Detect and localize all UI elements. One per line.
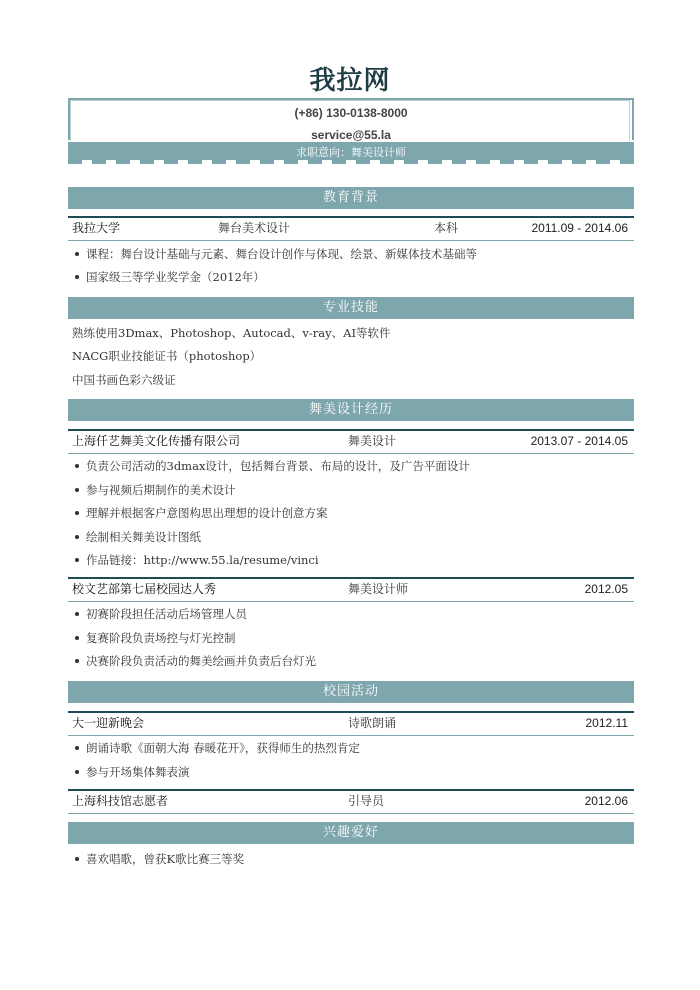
activity-role: 引导员 [348, 794, 385, 808]
section-title-campus: 校园活动 [68, 681, 634, 703]
list-item: 朗诵诗歌《面朝大海 春暖花开》，获得师生的热烈肯定 [86, 741, 360, 755]
school-name: 我拉大学 [72, 221, 121, 235]
email-address: service@55.la [311, 128, 391, 142]
list-item: 喜欢唱歌，曾获K歌比赛三等奖 [86, 852, 245, 866]
job-role: 舞美设计 [348, 434, 397, 448]
section-title-skills: 专业技能 [68, 297, 634, 319]
list-item: 绘制相关舞美设计图纸 [86, 530, 201, 544]
activity-date: 2012.06 [584, 794, 628, 808]
candidate-name: 我拉网 [309, 66, 391, 96]
section-title-hobbies: 兴趣爱好 [68, 822, 634, 844]
company-name: 校文艺部第七届校园达人秀 [72, 582, 217, 596]
list-item: 理解并根据客户意图构思出理想的设计创意方案 [86, 506, 328, 520]
company-name: 上海仟艺舞美文化传播有限公司 [72, 434, 241, 448]
list-item: 参与开场集体舞表演 [86, 765, 190, 779]
major: 舞台美术设计 [218, 221, 291, 235]
contact-block [68, 98, 634, 166]
job-objective: 求职意向：舞美设计师 [296, 146, 406, 159]
activity-name: 大一迎新晚会 [72, 716, 145, 730]
campus-entry [68, 711, 634, 736]
activity-date: 2012.11 [585, 716, 628, 730]
experience-date: 2012.05 [584, 582, 628, 596]
list-item: 参与视频后期制作的美术设计 [86, 483, 236, 497]
list-item: 初赛阶段担任活动后场管理人员 [86, 607, 247, 621]
list-item: 课程：舞台设计基础与元素、舞台设计创作与体现、绘景、新媒体技术基础等 [86, 247, 477, 261]
activity-name: 上海科技馆志愿者 [72, 794, 169, 808]
skill-item: 中国书画色彩六级证 [72, 373, 176, 387]
skill-item: 熟练使用3Dmax、Photoshop、Autocad、v-ray、AI等软件 [72, 326, 391, 340]
dashed-divider [68, 160, 634, 164]
activity-role: 诗歌朗诵 [348, 716, 397, 730]
phone-number: (+86) 130-0138-8000 [294, 106, 408, 120]
section-title-experience: 舞美设计经历 [68, 399, 634, 421]
job-role: 舞美设计师 [348, 582, 409, 596]
degree: 本科 [434, 221, 459, 235]
list-item: 复赛阶段负责场控与灯光控制 [86, 631, 236, 645]
experience-entry [68, 577, 634, 602]
campus-entry [68, 789, 634, 814]
section-title-education: 教育背景 [68, 187, 634, 209]
experience-date: 2013.07 - 2014.05 [530, 434, 628, 448]
experience-entry [68, 429, 634, 454]
list-item: 决赛阶段负责活动的舞美绘画并负责后台灯光 [86, 654, 316, 668]
skill-item: NACG职业技能证书（photoshop） [72, 349, 262, 363]
list-item: 负责公司活动的3dmax设计，包括舞台背景、布局的设计，及广告平面设计 [86, 459, 470, 473]
education-date: 2011.09 - 2014.06 [531, 221, 628, 235]
list-item: 国家级三等学业奖学金（2012年） [86, 270, 265, 284]
education-entry [68, 216, 634, 241]
list-item: 作品链接：http://www.55.la/resume/vinci [86, 553, 319, 567]
